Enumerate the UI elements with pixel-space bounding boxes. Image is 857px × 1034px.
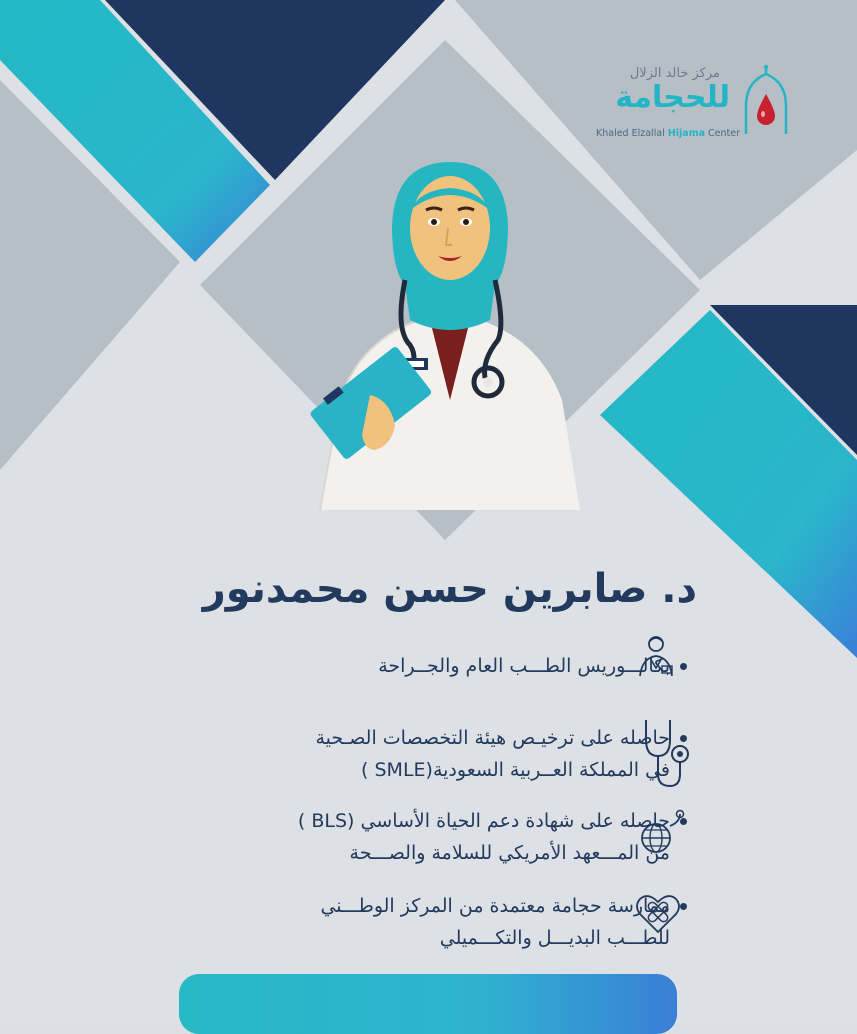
qualification-item-4: ممارسة حجامة معتمدة من المركز الوطـــني للطـــب البديـــل والتكـــميلي bbox=[320, 890, 687, 954]
stethoscope-icon bbox=[640, 716, 692, 790]
bottom-banner bbox=[179, 974, 677, 1034]
doctor-name: د. صابرين حسن محمدنور bbox=[202, 566, 697, 612]
clinic-logo bbox=[590, 62, 800, 152]
logo-arabic-title: للحجامة bbox=[615, 80, 730, 115]
qualification-item-3: حاصله على شهادة دعم الحياة الأساسي (BLS ) من المـــعهد الأمريكي للسلامة والصـــحة bbox=[298, 805, 687, 869]
globe-stethoscope-icon bbox=[636, 808, 686, 858]
logo-english-name: Khaled Elzallal Hijama Center bbox=[596, 128, 741, 139]
qualification-item-1: بكالـــوريس الطـــب العام والجــراحة bbox=[378, 650, 687, 682]
heart-bandage-icon bbox=[634, 892, 682, 934]
logo-arabic-subtitle: مركز خالد الزلال bbox=[629, 66, 720, 81]
doctor-avatar-icon bbox=[634, 632, 680, 678]
qualification-item-2: حاصله على ترخيـص هيئة التخصصات الصـحية في المملكة العــربية السعودية(SMLE ) bbox=[315, 722, 687, 786]
doctor-illustration bbox=[300, 150, 600, 510]
bullet-dot bbox=[680, 663, 687, 670]
blood-drop-dome-icon bbox=[736, 64, 796, 138]
